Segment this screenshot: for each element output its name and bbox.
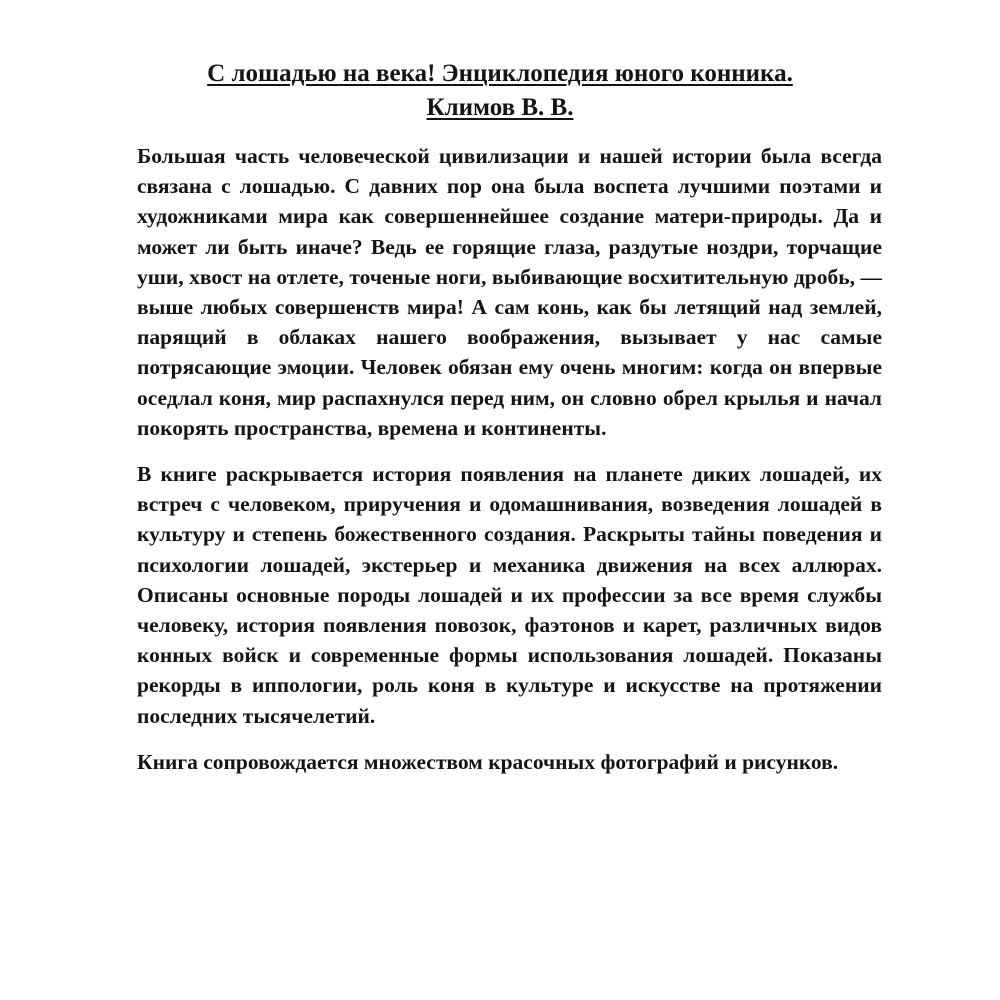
author-name-text: Климов В. В. [426, 94, 574, 121]
paragraph-1: Большая часть человеческой цивилизации и нашей истории была всегда связана с лошадью. С давних пор она была воспета лучшими поэтами и художниками мира как совершеннейшее создание матери-природы. Да и может ли быть иначе? Ведь ее горящие глаза, раздутые ноздри, торчащие уши, хвост на отлете, точеные ноги, выбивающие восхитительную дробь, — выше любых совершенств мира! А сам конь, как бы летящий над землей, парящий в облаках нашего воображения, вызывает у нас самые потрясающие эмоции. Человек обязан ему очень многим: когда он впервые оседлал коня, мир распахнулся перед ним, он словно обрел крылья и начал покорять пространства, времена и континенты. [137, 144, 882, 440]
title-line-1 [120, 57, 880, 91]
document-title [120, 57, 880, 125]
document-body [137, 141, 882, 793]
paragraph-2: В книге раскрывается история появления на планете диких лошадей, их встреч с человеком, приручения и одомашнивания, возведения лошадей в культуру и степень божественного создания. Раскрыты тайны поведения и психологии лошадей, экстерьер и механика движения на всех аллюрах. Описаны основные породы лошадей и их профессии за все время службы человеку, история появления повозок, фаэтонов и карет, различных видов конных войск и современные формы использования лошадей. Показаны рекорды в иппологии, роль коня в культуре и искусстве на протяжении последних тысячелетий. [137, 462, 882, 728]
title-line-2 [120, 91, 880, 125]
book-title-text: С лошадью на века! Энциклопедия юного конника. [207, 60, 793, 87]
paragraph-3: Книга сопровождается множеством красочных фотографий и рисунков. [137, 749, 839, 774]
